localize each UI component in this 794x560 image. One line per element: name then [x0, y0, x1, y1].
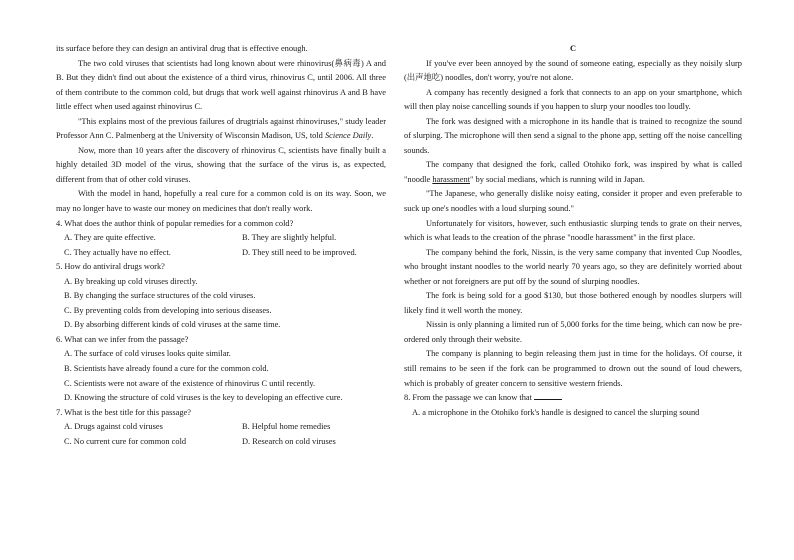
option-c: C. Scientists were not aware of the existence of rhinovirus C until recently.: [64, 378, 316, 388]
left-column: [56, 42, 386, 449]
option-c: C. No current cure for common cold: [64, 436, 187, 446]
option-c: C. They actually have no effect.: [64, 247, 171, 257]
passage-paragraph: With the model in hand, hopefully a real cure for a common cold is on its way. Soon, we may no longer have to waste our money on medicines that don't really work.: [56, 189, 386, 214]
passage-paragraph: The company is planning to begin releasing them just in time for the holidays. Of course, it still remains to be seen if the fork can be programmed to drown out the sound of loud chewers, which is probably of greater concern to sensitive western friends.: [404, 349, 742, 388]
passage-paragraph: "The Japanese, who generally dislike noisy eating, consider it proper and even preferable to suck up one's noodles with a loud slurping sound.": [404, 189, 742, 214]
option-a: A. The surface of cold viruses looks quite similar.: [64, 349, 231, 359]
punctuation: .: [371, 131, 374, 141]
option-a: A. By breaking up cold viruses directly.: [64, 276, 198, 286]
options-row: [64, 246, 386, 261]
option-b: B. By changing the surface structures of the cold viruses.: [64, 291, 256, 301]
options-row: [64, 420, 386, 435]
question-8-text: 8. From the passage we can know that: [404, 393, 532, 403]
passage-paragraph: The fork is being sold for a good $130, but those bothered enough by noodles slurpers will likely find it well worth the money.: [404, 291, 742, 315]
text-fragment: " by social medians, which is running wild in Japan.: [470, 174, 645, 184]
options-row: [64, 231, 386, 246]
option-d: D. Research on cold viruses: [242, 436, 336, 446]
option-c: C. By preventing colds from developing into serious diseases.: [64, 305, 272, 315]
option-b: B. Helpful home remedies: [242, 422, 331, 432]
question-7: 7. What is the best title for this passage?: [56, 407, 191, 417]
question-4: 4. What does the author think of popular remedies for a common cold?: [56, 218, 294, 228]
passage-paragraph: Now, more than 10 years after the discovery of rhinovirus C, scientists have finally built a highly detailed 3D model of the virus, showing that the surface of the virus is, as expected, different from that of other cold viruses.: [56, 145, 386, 184]
question-5: 5. How do antiviral drugs work?: [56, 262, 165, 272]
text-fragment: The company that designed the fork, called Otohiko fork, was inspired by what is called "noodle: [404, 160, 742, 184]
option-b: B. They are slightly helpful.: [242, 233, 337, 243]
option-a: A. Drugs against cold viruses: [64, 422, 163, 432]
question-8: [404, 391, 742, 406]
passage-heading: C: [569, 44, 577, 53]
option-d: D. They still need to be improved.: [242, 247, 357, 257]
option-b: B. Scientists have already found a cure for the common cold.: [64, 364, 269, 374]
passage-paragraph: The company behind the fork, Nissin, is the very same company that invented Cup Noodles, who brought instant noodles to the world nearly 70 years ago, so they are definitely worried about whether or not foreigners are put off by the sound of slurping noodles.: [404, 247, 742, 286]
passage-paragraph: Nissin is only planning a limited run of 5,000 forks for the time being, which can now be pre-ordered only through their website.: [404, 320, 742, 344]
passage-paragraph: The fork was designed with a microphone in its handle that is trained to recognize the sound of slurping. The microphone will then send a signal to the phone app, setting off the noise cancelling sounds.: [404, 116, 742, 155]
passage-paragraph: The two cold viruses that scientists had long known about were rhinovirus(鼻病毒) A and B. But they didn't find out about the existence of a third virus, rhinovirus C, until 2006. All three of them contribute to the common cold, but drugs that work well against rhinovirus A and B have little effect when used against rhinovirus C.: [56, 58, 386, 112]
source-name: Science Daily: [324, 131, 372, 141]
passage-paragraph: [56, 115, 386, 144]
passage-paragraph: If you've ever been annoyed by the sound of someone eating, especially as they noisily slurp (出声地吃) noodles, don't worry, you're not alone.: [404, 58, 742, 83]
option-a: A. a microphone in the Otohiko fork's handle is designed to cancel the slurping sound: [412, 407, 700, 417]
passage-paragraph: Unfortunately for visitors, however, such enthusiastic slurping tends to grate on their nerves, which is what leads to the creation of the phrase "noodle harassment" in the first place.: [404, 218, 742, 243]
passage-paragraph: A company has recently designed a fork that connects to an app on your smartphone, which will then play noise cancelling sounds if you happen to slurp your noodles too loudly.: [404, 87, 742, 112]
passage-paragraph: [404, 158, 742, 187]
options-row: [64, 435, 386, 450]
right-column: [404, 42, 742, 420]
underlined-word: harassment: [432, 174, 470, 184]
answer-blank: [534, 391, 562, 400]
option-a: A. They are quite effective.: [64, 233, 156, 243]
question-6: 6. What can we infer from the passage?: [56, 334, 189, 344]
quote-text: "This explains most of the previous failures of drugtrials against rhinoviruses," study leader Professor Ann C. Palmenberg at the University of Wisconsin Madison, US, told: [56, 116, 386, 141]
option-d: D. By absorbing different kinds of cold viruses at the same time.: [64, 320, 281, 330]
passage-paragraph: its surface before they can design an antiviral drug that is effective enough.: [56, 44, 308, 53]
option-d: D. Knowing the structure of cold viruses is the key to developing an effective cure.: [64, 393, 343, 403]
